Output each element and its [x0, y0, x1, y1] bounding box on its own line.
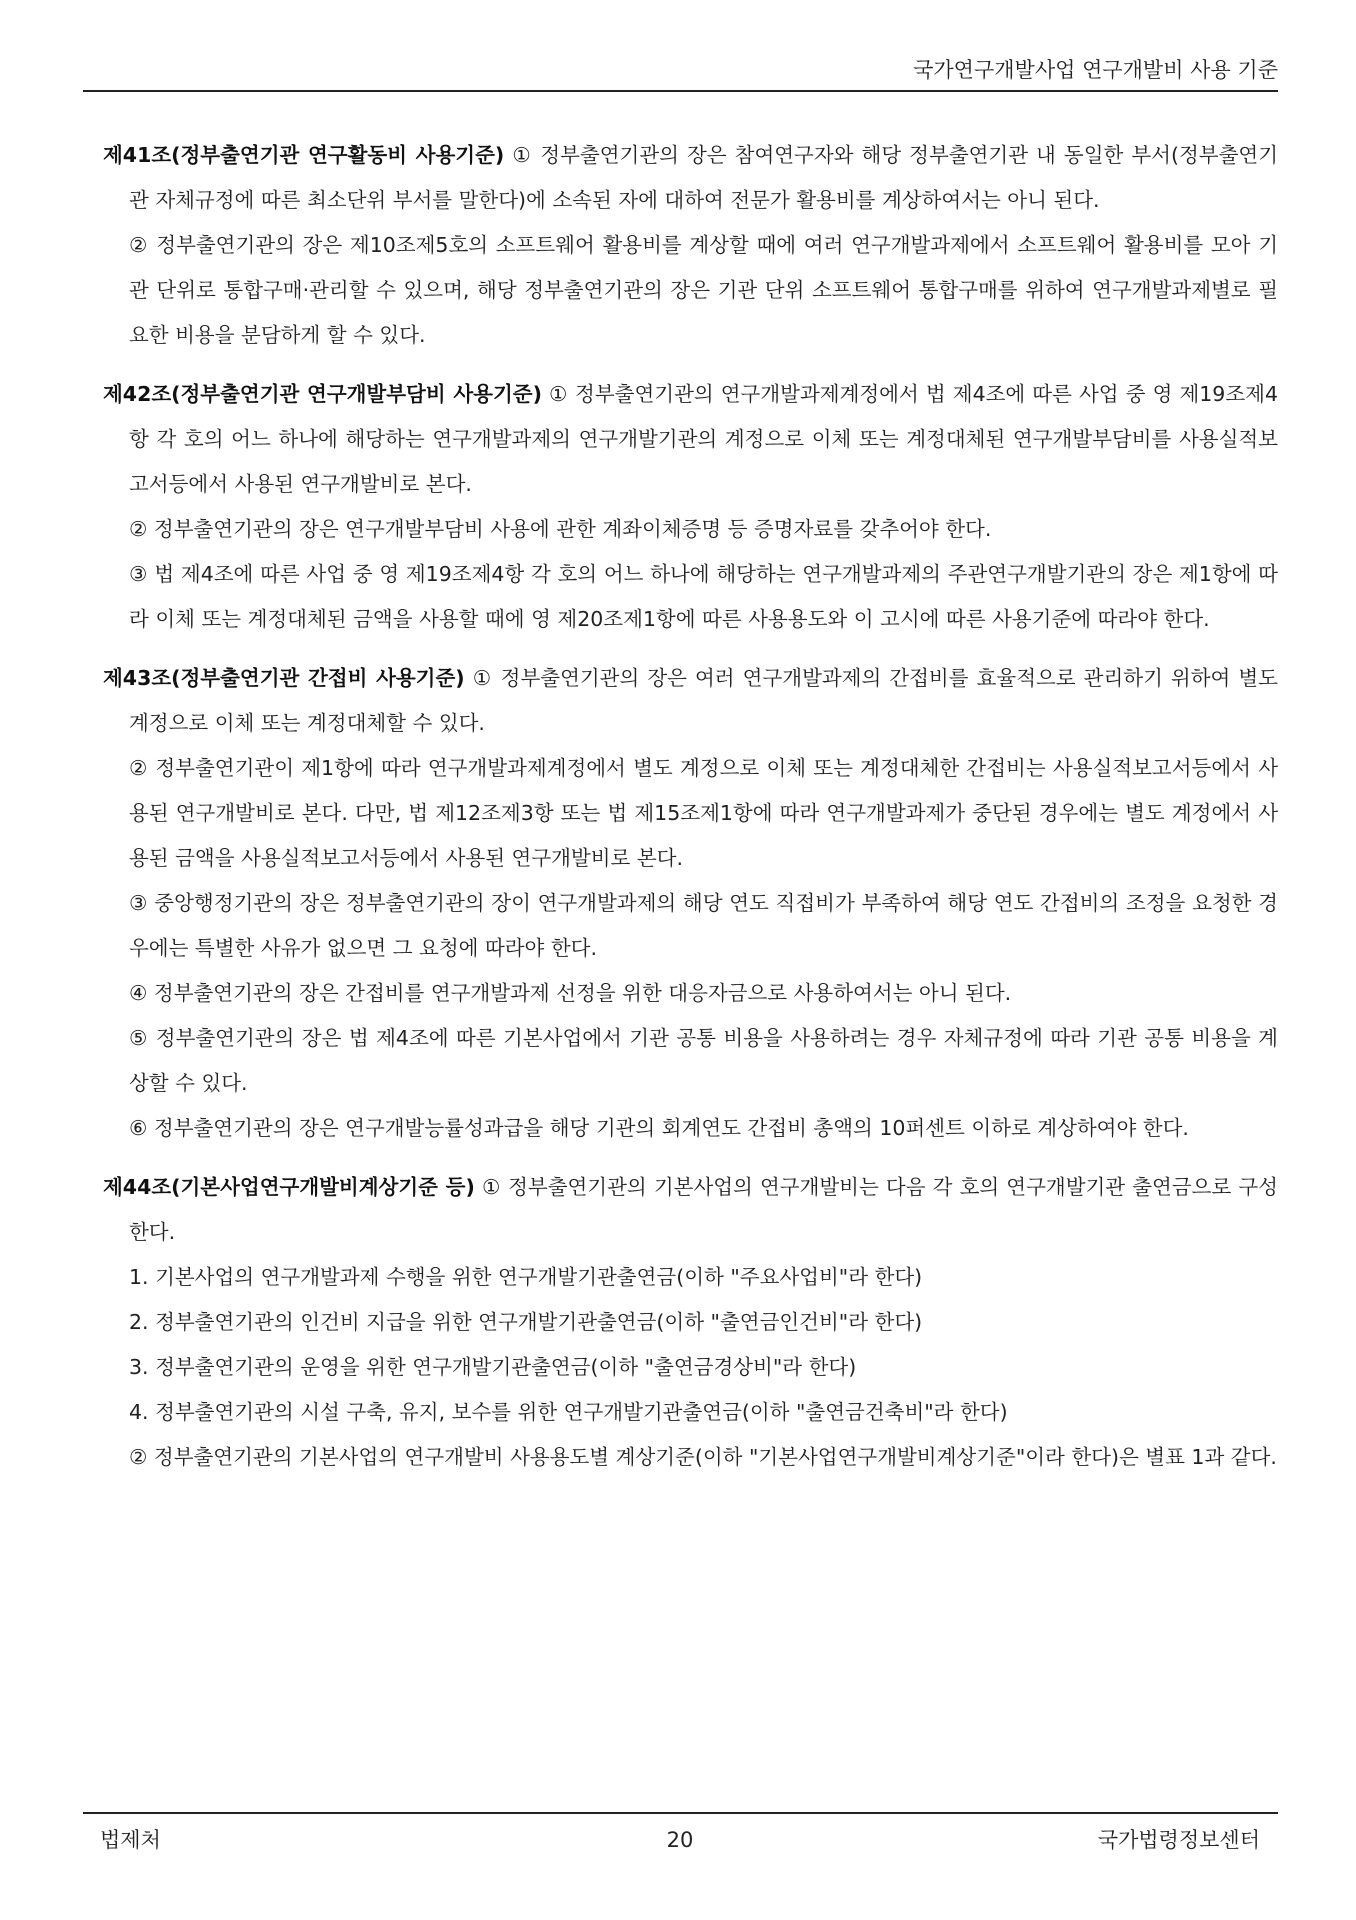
article-paragraph: ④ 정부출연기관의 장은 간접비를 연구개발과제 선정을 위한 대응자금으로 사용하여서는 아니 된다. [129, 981, 1012, 1005]
article-44 [103, 1165, 1278, 1480]
article-41 [103, 133, 1278, 358]
article-paragraph: ② 정부출연기관이 제1항에 따라 연구개발과제계정에서 별도 계정으로 이체 또는 계정대체한 간접비는 사용실적보고서등에서 사용된 연구개발비로 본다. 다만, 법 제12조제3항 또는 법 제15조제1항에 따라 연구개발과제가 중단된 경우에는 별도 계정에서 사용된 금액을 사용실적보고서등에서 사용된 연구개발비로 본다. [129, 756, 1278, 870]
article-paragraph: ② 정부출연기관의 장은 연구개발부담비 사용에 관한 계좌이체증명 등 증명자료를 갖추어야 한다. [129, 517, 992, 541]
article-paragraph: ② 정부출연기관의 장은 제10조제5호의 소프트웨어 활용비를 계상할 때에 여러 연구개발과제에서 소프트웨어 활용비를 모아 기관 단위로 통합구매·관리할 수 있으며, 해당 정부출연기관의 장은 기관 단위 소프트웨어 통합구매를 위하여 연구개발과제별로 필요한 비용을 분담하게 할 수 있다. [129, 233, 1278, 347]
header-divider [83, 90, 1278, 92]
page-number: 20 [666, 1828, 694, 1852]
article-paragraph: ③ 법 제4조에 따른 사업 중 영 제19조제4항 각 호의 어느 하나에 해당하는 연구개발과제의 주관연구개발기관의 장은 제1항에 따라 이체 또는 계정대체된 금액을 사용할 때에 영 제20조제1항에 따른 사용용도와 이 고시에 따른 사용기준에 따라야 한다. [129, 562, 1278, 631]
article-paragraph: ⑥ 정부출연기관의 장은 연구개발능률성과급을 해당 기관의 회계연도 간접비 총액의 10퍼센트 이하로 계상하여야 한다. [129, 1116, 1189, 1140]
article-paragraph [103, 133, 1278, 223]
paragraph-text: ① 정부출연기관의 장은 여러 연구개발과제의 간접비를 효율적으로 관리하기 위하여 별도 계정으로 이체 또는 계정대체할 수 있다. [129, 666, 1278, 735]
article-title: 제42조(정부출연기관 연구개발부담비 사용기준) [103, 382, 542, 406]
article-42 [103, 372, 1278, 642]
footer-source: 국가법령정보센터 [1097, 1828, 1260, 1852]
article-title: 제41조(정부출연기관 연구활동비 사용기준) [103, 143, 505, 167]
article-paragraph [103, 656, 1278, 746]
article-title: 제44조(기본사업연구개발비계상기준 등) [103, 1175, 475, 1199]
paragraph-text: ① 정부출연기관의 연구개발과제계정에서 법 제4조에 따른 사업 중 영 제19조제4항 각 호의 어느 하나에 해당하는 연구개발과제의 연구개발기관의 계정으로 이체 또는 계정대체된 연구개발부담비를 사용실적보고서등에서 사용된 연구개발비로 본다. [129, 382, 1278, 496]
document-body [103, 133, 1278, 1494]
paragraph-text: ① 정부출연기관의 장은 참여연구자와 해당 정부출연기관 내 동일한 부서(정부출연기관 자체규정에 따른 최소단위 부서를 말한다)에 소속된 자에 대하여 전문가 활용비를 계상하여서는 아니 된다. [129, 143, 1278, 212]
article-paragraph [103, 372, 1278, 507]
list-item: 1. 기본사업의 연구개발과제 수행을 위한 연구개발기관출연금(이하 "주요사업비"라 한다) [129, 1265, 923, 1289]
footer-publisher: 법제처 [100, 1828, 161, 1852]
article-paragraph [103, 1165, 1278, 1255]
article-paragraph: ⑤ 정부출연기관의 장은 법 제4조에 따른 기본사업에서 기관 공통 비용을 사용하려는 경우 자체규정에 따라 기관 공통 비용을 계상할 수 있다. [129, 1026, 1278, 1095]
list-item: 3. 정부출연기관의 운영을 위한 연구개발기관출연금(이하 "출연금경상비"라 한다) [129, 1355, 857, 1379]
article-paragraph: ③ 중앙행정기관의 장은 정부출연기관의 장이 연구개발과제의 해당 연도 직접비가 부족하여 해당 연도 간접비의 조정을 요청한 경우에는 특별한 사유가 없으면 그 요청에 따라야 한다. [129, 891, 1278, 960]
article-title: 제43조(정부출연기관 간접비 사용기준) [103, 666, 465, 690]
article-43 [103, 656, 1278, 1151]
paragraph-text: ① 정부출연기관의 기본사업의 연구개발비는 다음 각 호의 연구개발기관 출연금으로 구성한다. [129, 1175, 1278, 1244]
page-header: 국가연구개발사업 연구개발비 사용 기준 [913, 58, 1278, 82]
list-item: 4. 정부출연기관의 시설 구축, 유지, 보수를 위한 연구개발기관출연금(이하 "출연금건축비"라 한다) [129, 1400, 1008, 1424]
list-item: 2. 정부출연기관의 인건비 지급을 위한 연구개발기관출연금(이하 "출연금인건비"라 한다) [129, 1310, 923, 1334]
page-footer [100, 1822, 1260, 1858]
article-paragraph: ② 정부출연기관의 기본사업의 연구개발비 사용용도별 계상기준(이하 "기본사업연구개발비계상기준"이라 한다)은 별표 1과 같다. [129, 1445, 1277, 1469]
footer-divider [83, 1812, 1278, 1814]
